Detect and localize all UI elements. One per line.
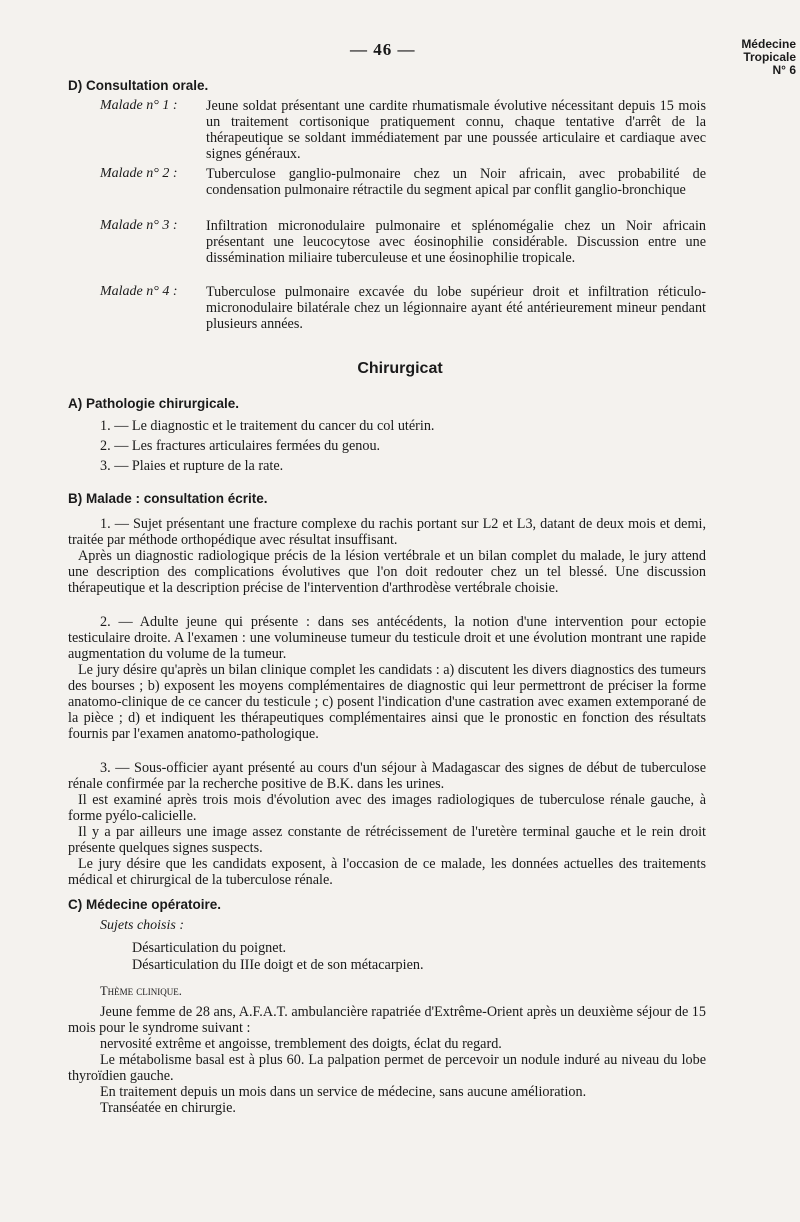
journal-label: Médecine Tropicale N° 6 [741,37,796,77]
patient-1-text: Jeune soldat présentant une cardite rhumatismale évolutive nécessitant depuis 15 mois un traitement cortisonique pratiquement connu, chaque tentative d'arrêt de la thérapeutique se soldant immédiatement par une poussée articulaire et cardiaque avec signes généraux. [206,98,706,162]
patient-4-text: Tuberculose pulmonaire excavée du lobe supérieur droit et infiltration réticulo-micronodulaire bilatérale chez un légionnaire ayant été antérieurement mineur pendant plusieurs années. [206,284,706,332]
case-1-body: Après un diagnostic radiologique précis de la lésion vertébrale et un bilan complet du malade, le jury attend une description des complications évolutives que l'on doit redouter chez un tel blessé. Une discussion thérapeutique et la description précise de l'intervention d'arthrodèse vertébrale choisie. [68,548,706,596]
theme-paragraph-3: Le métabolisme basal est à plus 60. La palpation permet de percevoir un nodule induré au niveau du lobe thyroïdien gauche. [68,1052,706,1084]
subjects-label: Sujets choisis : [100,918,184,933]
case-2-body: Le jury désire qu'après un bilan clinique complet les candidats : a) discutent les divers diagnostics des tumeurs des bourses ; b) exposent les moyens complémentaires de diagnostic qui leur permettront de préciser la forme anatomo-clinique de ce cancer du testicule ; c) posent l'indication d'une castration avec examen extemporané de la pièce ; d) et indiquent les thérapeutiques complémentaires ainsi que le pronostic en fonction des résultats fournis par l'examen anatomo-pathologique. [68,662,706,742]
patient-2-text: Tuberculose ganglio-pulmonaire chez un Noir africain, avec probabilité de condensation pulmonaire rétractile du segment apical par conflit ganglio-bronchique [206,166,706,198]
theme-paragraph-2: nervosité extrême et angoisse, tremblement des doigts, éclat du regard. [100,1036,502,1052]
subject-item-1: Désarticulation du poignet. [132,940,287,956]
theme-paragraph-5: Transéatée en chirurgie. [100,1100,236,1116]
patient-1-label: Malade n° 1 : [100,98,178,113]
page-number: — 46 — [350,40,416,59]
patient-3-text: Infiltration micronodulaire pulmonaire et splénomégalie chez un Noir africain présentant une leucocytose avec éosinophilie considérable. Discussion entre une dissémination miliaire tuberculeuse et une éosinophilie tropicale. [206,218,706,266]
patient-2-label: Malade n° 2 : [100,166,178,181]
section-c-title: C) Médecine opératoire. [68,897,222,912]
section-a-title: A) Pathologie chirurgicale. [68,396,240,411]
theme-label: Thème clinique. [100,984,182,998]
case-1-intro: 1. — Sujet présentant une fracture complexe du rachis portant sur L2 et L3, datant de deux mois et demi, traitée par méthode orthopédique avec résultat insuffisant. [68,516,706,548]
pathology-item-2: 2. — Les fractures articulaires fermées du genou. [100,438,381,454]
patient-3-label: Malade n° 3 : [100,218,178,233]
pathology-item-3: 3. — Plaies et rupture de la rate. [100,458,284,474]
theme-paragraph-1: Jeune femme de 28 ans, A.F.A.T. ambulancière rapatriée d'Extrême-Orient après un deuxième séjour de 15 mois pour le syndrome suivant : [68,1004,706,1036]
pathology-item-1: 1. — Le diagnostic et le traitement du cancer du col utérin. [100,418,435,434]
theme-paragraph-4: En traitement depuis un mois dans un service de médecine, sans aucune amélioration. [100,1084,587,1100]
case-2-intro: 2. — Adulte jeune qui présente : dans ses antécédents, la notion d'une intervention pour ectopie testiculaire droite. A l'examen : une volumineuse tumeur du testicule droit et une évolution montrant une rapide augmentation du volume de la tumeur. [68,614,706,662]
patient-4-label: Malade n° 4 : [100,284,178,299]
section-b-title: B) Malade : consultation écrite. [68,491,268,506]
case-3-intro: 3. — Sous-officier ayant présenté au cours d'un séjour à Madagascar des signes de début de tuberculose rénale confirmée par la recherche positive de B.K. dans les urines. [68,760,706,792]
case-3-body-3: Le jury désire que les candidats exposent, à l'occasion de ce malade, les données actuelles des traitements médical et chirurgical de la tuberculose rénale. [68,856,706,888]
case-3-body-2: Il y a par ailleurs une image assez constante de rétrécissement de l'uretère terminal gauche et le rein droit présente quelques signes suspects. [68,824,706,856]
section-d-title: D) Consultation orale. [68,78,209,93]
case-3-body-1: Il est examiné après trois mois d'évolution avec des images radiologiques de tuberculose rénale gauche, à forme pyélo-calicielle. [68,792,706,824]
subject-item-2: Désarticulation du IIIe doigt et de son métacarpien. [132,957,424,973]
chirurgicat-title: Chirurgicat [357,360,443,377]
